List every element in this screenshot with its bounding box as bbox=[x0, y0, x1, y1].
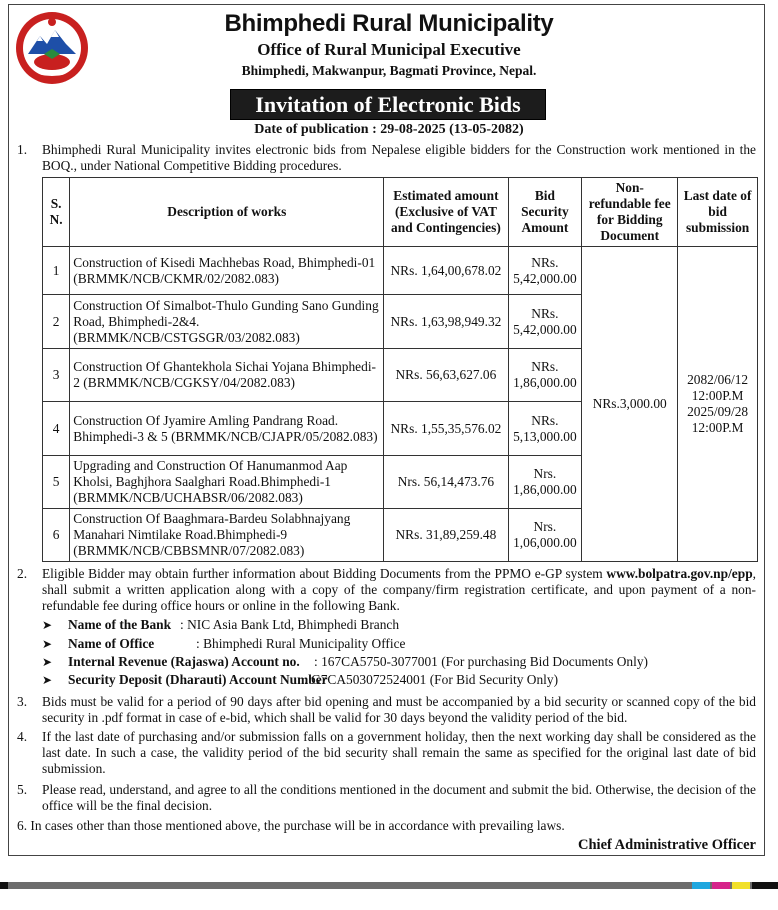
paragraph-4 bbox=[17, 729, 756, 777]
office-label: Name of Office bbox=[68, 636, 155, 651]
signatory-title: Chief Administrative Officer bbox=[578, 837, 756, 853]
cell-bid-security: NRs. 5,13,000.00 bbox=[508, 402, 582, 456]
cell-sn: 2 bbox=[43, 295, 70, 349]
paragraph-number: 5. bbox=[17, 782, 28, 797]
paragraph-number: 1. bbox=[17, 142, 28, 157]
cell-amount: NRs. 31,89,259.48 bbox=[384, 509, 508, 562]
cell-amount: NRs. 56,63,627.06 bbox=[384, 349, 508, 402]
arrow-bullet-icon: ➤ bbox=[42, 618, 53, 632]
cell-description: Construction Of Baaghmara-Bardeu Solabhnajyang Manahari Nimtilake Road.Bhimphedi-9 (BRMMK/NCB/CBBSMNR/07/2082.083) bbox=[70, 509, 384, 562]
paragraph-text-cont: , shall submit a written application along with a copy of the company/firm registration certificate, and upon payment of a non-refundable fee during office hours or online in the following Bank. bbox=[42, 566, 756, 613]
cell-bid-security: Nrs. 1,86,000.00 bbox=[508, 456, 582, 509]
bank-value: : NIC Asia Bank Ltd, Bhimphedi Branch bbox=[180, 617, 400, 632]
cell-bid-security: NRs. 5,42,000.00 bbox=[508, 295, 582, 349]
header-sn: S. N. bbox=[43, 178, 70, 247]
revenue-label: Internal Revenue (Rajaswa) Account no. bbox=[68, 654, 300, 669]
last-date-english: 2025/09/28 bbox=[687, 404, 749, 419]
cell-sn: 5 bbox=[43, 456, 70, 509]
publication-date: Date of publication : 29-08-2025 (13-05-2082) bbox=[254, 122, 524, 137]
paragraph-text: If the last date of purchasing and/or submission falls on a government holiday, then the next working day shall be considered as the last date. In such a case, the validity period of the bid security shall remain the same as specified for the original last date of bid submission. bbox=[42, 729, 756, 776]
table-row bbox=[43, 247, 758, 295]
bank-label: Name of the Bank bbox=[68, 617, 172, 632]
header-last-date: Last date of bid submission bbox=[678, 178, 758, 247]
paragraph-1 bbox=[17, 142, 756, 174]
last-time-1: 12:00P.M bbox=[691, 388, 744, 403]
cell-sn: 6 bbox=[43, 509, 70, 562]
office-name: Office of Rural Municipal Executive bbox=[257, 40, 521, 59]
cell-amount: NRs. 1,63,98,949.32 bbox=[384, 295, 508, 349]
paragraph-6: 6. In cases other than those mentioned above, the purchase will be in accordance with prevailing laws. bbox=[17, 818, 565, 833]
arrow-bullet-icon: ➤ bbox=[42, 673, 53, 687]
cell-sn: 3 bbox=[43, 349, 70, 402]
cell-sn: 1 bbox=[43, 247, 70, 295]
paragraph-3 bbox=[17, 694, 756, 726]
cell-fee: NRs.3,000.00 bbox=[582, 247, 678, 562]
print-color-bar bbox=[0, 882, 778, 889]
paragraph-number: 2. bbox=[17, 566, 28, 581]
paragraph-text: Please read, understand, and agree to all the conditions mentioned in the document and submit the bid. Otherwise, the decision of the office will be the final decision. bbox=[42, 782, 756, 813]
cell-description: Construction of Kisedi Machhebas Road, Bhimphedi-01 (BRMMK/NCB/CKMR/02/2082.083) bbox=[70, 247, 384, 295]
office-value: : Bhimphedi Rural Municipality Office bbox=[196, 636, 406, 651]
cell-amount: NRs. 1,64,00,678.02 bbox=[384, 247, 508, 295]
paragraph-number: 3. bbox=[17, 694, 28, 709]
last-time-2: 12:00P.M bbox=[691, 420, 744, 435]
paragraph-text: Bids must be valid for a period of 90 days after bid opening and must be accompanied by a bid security or scanned copy of the bid security in .pdf format in case of e-bid, which shall be valid for 30 days beyond the validity period of the bid. bbox=[42, 694, 756, 725]
paragraph-text: Bhimphedi Rural Municipality invites electronic bids from Nepalese eligible bidders for the Construction work mentioned in the BOQ., under National Competitive Bidding procedures. bbox=[42, 142, 756, 173]
cell-bid-security: NRs. 1,86,000.00 bbox=[508, 349, 582, 402]
paragraph-number: 4. bbox=[17, 729, 28, 744]
cell-bid-security: Nrs. 1,06,000.00 bbox=[508, 509, 582, 562]
cell-description: Construction Of Ghantekhola Sichai Yojana Bhimphedi-2 (BRMMK/NCB/CGKSY/04/2082.083) bbox=[70, 349, 384, 402]
color-swatch bbox=[732, 882, 750, 889]
works-table bbox=[42, 177, 758, 562]
revenue-value: : 167CA5750-3077001 (For purchasing Bid Documents Only) bbox=[314, 654, 648, 669]
color-swatch bbox=[692, 882, 710, 889]
cell-sn: 4 bbox=[43, 402, 70, 456]
cell-description: Construction Of Jyamire Amling Pandrang Road. Bhimphedi-3 & 5 (BRMMK/NCB/CJAPR/05/2082.083) bbox=[70, 402, 384, 456]
office-address: Bhimphedi, Makwanpur, Bagmati Province, Nepal. bbox=[241, 63, 537, 78]
arrow-bullet-icon: ➤ bbox=[42, 655, 53, 669]
cell-description: Construction Of Simalbot-Thulo Gunding Sano Gunding Road, Bhimphedi-2&4. (BRMMK/NCB/CSTGSGR/03/2082.083) bbox=[70, 295, 384, 349]
header-fee: Non-refundable fee for Bidding Document bbox=[582, 178, 678, 247]
egp-link[interactable]: www.bolpatra.gov.np/epp bbox=[606, 566, 753, 581]
org-name: Bhimphedi Rural Municipality bbox=[224, 10, 554, 37]
color-swatch bbox=[712, 882, 730, 889]
table-header-row bbox=[43, 178, 758, 247]
paragraph-2 bbox=[17, 566, 756, 614]
cell-amount: NRs. 1,55,35,576.02 bbox=[384, 402, 508, 456]
deposit-label: Security Deposit (Dharauti) Account Number bbox=[68, 672, 328, 687]
header-description: Description of works bbox=[70, 178, 384, 247]
paragraph-text: Eligible Bidder may obtain further information about Bidding Documents from the PPMO e-GP system bbox=[42, 566, 607, 581]
header-estimated-amount: Estimated amount (Exclusive of VAT and Contingencies) bbox=[384, 178, 508, 247]
header-bid-security: Bid Security Amount bbox=[508, 178, 582, 247]
cell-last-date bbox=[678, 247, 758, 562]
last-date-nepali: 2082/06/12 bbox=[687, 372, 749, 387]
paragraph-5 bbox=[17, 782, 756, 814]
arrow-bullet-icon: ➤ bbox=[42, 637, 53, 651]
notice-title: Invitation of Electronic Bids bbox=[230, 89, 546, 120]
color-swatch bbox=[752, 882, 778, 889]
cell-amount: Nrs. 56,14,473.76 bbox=[384, 456, 508, 509]
deposit-value: : G7CA503072524001 (For Bid Security Only) bbox=[304, 672, 559, 687]
cell-bid-security: NRs. 5,42,000.00 bbox=[508, 247, 582, 295]
color-swatch bbox=[0, 882, 8, 889]
cell-description: Upgrading and Construction Of Hanumanmod Aap Kholsi, Baghjhora Saalghari Road.Bhimphedi-1 (BRMMK/NCB/UCHABSR/06/2082.083) bbox=[70, 456, 384, 509]
